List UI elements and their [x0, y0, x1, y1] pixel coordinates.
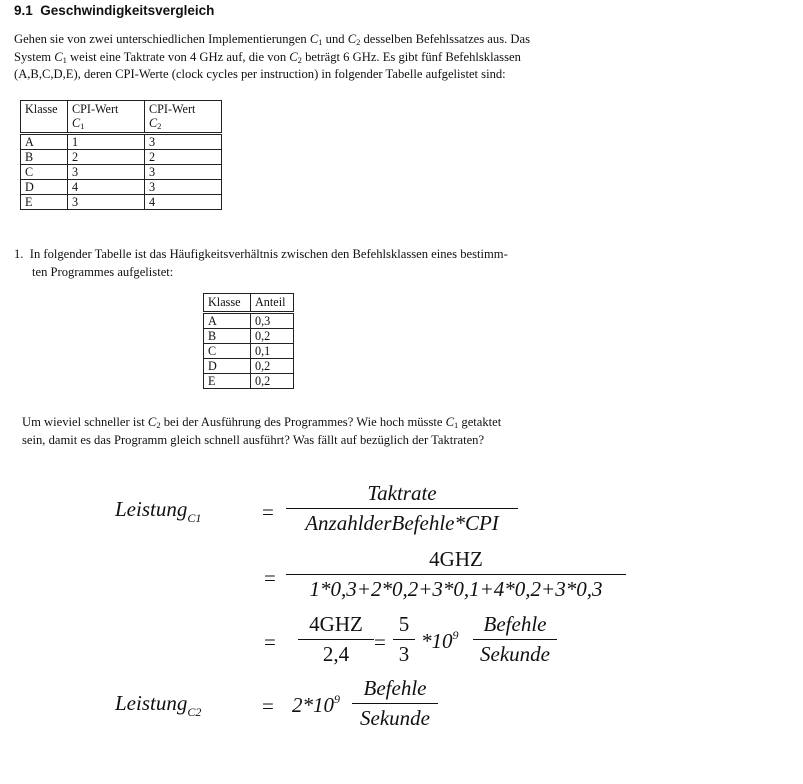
intro-line-2: System $C_1$ weist eine Taktrate von 4 GHz auf, die von $C_2$ beträgt 6 GHz. Es gibt fünf Befehlsklassen: [14, 49, 521, 65]
table-row: D 0,2: [204, 359, 294, 374]
cpi-header-klasse: Klasse: [21, 101, 68, 134]
table-row: D 4 3: [21, 180, 222, 195]
fraction-bar: [286, 574, 626, 575]
section-heading: [14, 3, 214, 18]
multiplier-10e9: $*10^9$: [421, 628, 459, 653]
fraction-5-3: 5 3: [393, 612, 415, 667]
question-1: [14, 246, 508, 281]
fraction-befehle-sekunde-2: Befehle Sekunde: [352, 676, 438, 731]
question-text-line-1: Um wieviel schneller ist $C_2$ bei der Ausführung des Programmes? Wie hoch müsste $C_1$ getaktet: [22, 415, 502, 430]
cpi-table: [20, 100, 222, 210]
share-table-header-row: [204, 294, 294, 313]
fraction-bar: [286, 508, 518, 509]
fraction-4ghz-sum: 4GHZ 1*0,3+2*0,2+3*0,1+4*0,2+3*0,3: [286, 547, 626, 602]
question-text: [22, 414, 501, 449]
equals-sign-5: =: [262, 694, 274, 718]
table-row: E 0,2: [204, 374, 294, 389]
share-table: [203, 293, 294, 389]
question-1-number: 1.: [14, 247, 24, 261]
equals-sign-4: =: [374, 630, 386, 654]
cpi-table-header-row: [21, 101, 222, 134]
cpi-header-c2: CPI-Wert $C_2$: [145, 101, 222, 134]
question-1-line-1: 1. In folgender Tabelle ist das Häufigkeitsverhältnis zwischen den Befehlsklassen eines bestimm-: [14, 247, 508, 261]
fraction-befehle-sekunde: Befehle Sekunde: [473, 612, 557, 667]
label-leistung-c1: Leistung$_{C1}$: [115, 497, 202, 525]
table-row: B 0,2: [204, 329, 294, 344]
cpi-header-c1: CPI-Wert $C_1$: [68, 101, 145, 134]
fraction-bar: [473, 639, 557, 640]
section-title: Geschwindigkeitsvergleich: [40, 3, 215, 18]
share-header-anteil: Anteil: [251, 294, 294, 313]
fraction-bar: [352, 703, 438, 704]
fraction-bar: [393, 639, 415, 640]
table-row: A 0,3: [204, 313, 294, 329]
question-text-line-2: sein, damit es das Programm gleich schnell ausführt? Was fällt auf bezüglich der Taktraten?: [22, 432, 485, 447]
intro-paragraph: [14, 31, 530, 84]
label-leistung-c2: Leistung$_{C2}$: [115, 691, 202, 719]
question-1-line-2: ten Programmes aufgelistet:: [32, 264, 174, 279]
intro-line-3: (A,B,C,D,E), deren CPI-Werte (clock cycles per instruction) in folgender Tabelle aufgelistet sind:: [14, 67, 506, 81]
table-row: C 3 3: [21, 165, 222, 180]
equals-sign-2: =: [264, 566, 276, 590]
table-row: A 1 3: [21, 134, 222, 150]
result-coefficient: $2*10^9$: [292, 692, 340, 717]
table-row: B 2 2: [21, 150, 222, 165]
fraction-4ghz-2-4: 4GHZ 2,4: [298, 612, 374, 667]
equals-sign-3: =: [264, 630, 276, 654]
intro-line-1: Gehen sie von zwei unterschiedlichen Implementierungen $C_1$ und $C_2$ desselben Befehlssatzes aus. Das: [14, 32, 530, 47]
share-header-klasse: Klasse: [204, 294, 251, 313]
equals-sign-1: =: [262, 500, 274, 524]
table-row: E 3 4: [21, 195, 222, 210]
fraction-taktrate: Taktrate AnzahlderBefehle*CPI: [286, 481, 518, 536]
fraction-bar: [298, 639, 374, 640]
table-row: C 0,1: [204, 344, 294, 359]
section-number: 9.1: [14, 3, 33, 18]
